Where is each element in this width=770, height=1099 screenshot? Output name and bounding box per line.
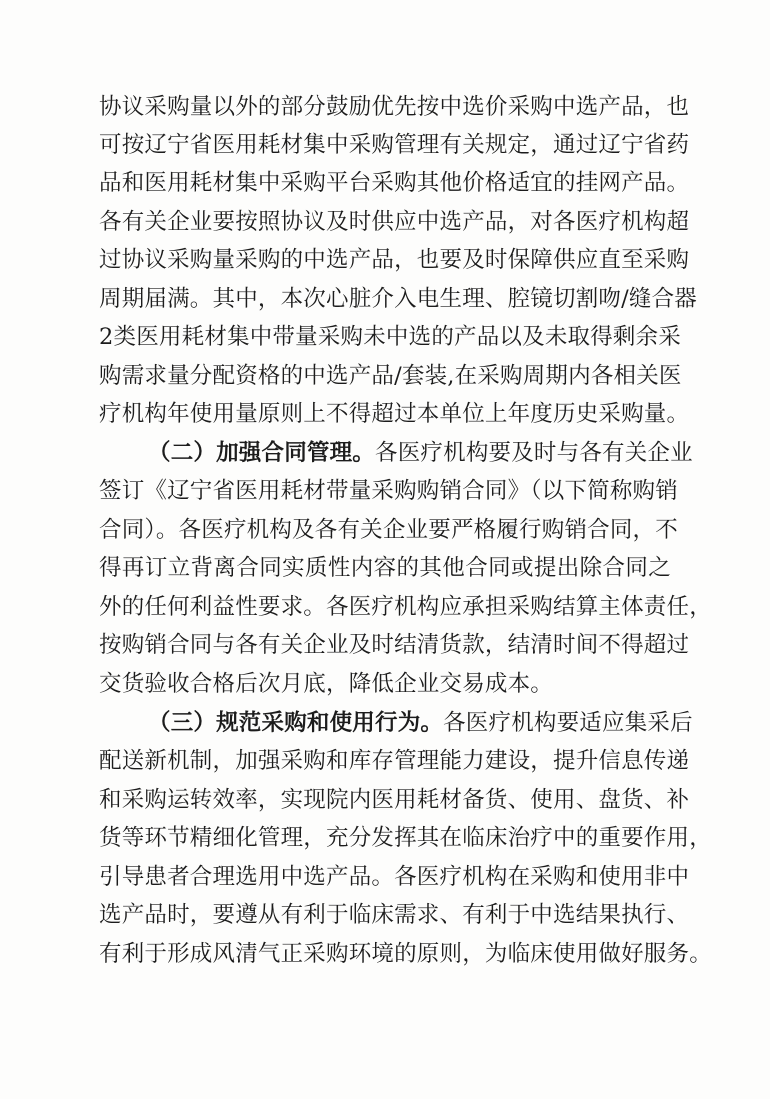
section2-line-4: 得再订立背离合同实质性内容的其他合同或提出除合同之 <box>99 555 671 581</box>
paragraph1-line-1: 协议采购量以外的部分鼓励优先按中选价采购中选产品，也 <box>99 94 690 120</box>
paragraph1-line-4: 各有关企业要按照协议及时供应中选产品，对各医疗机构超 <box>99 209 690 235</box>
section2-line-2: 签订《辽宁省医用耗材带量采购购销合同》（以下简称购销 <box>99 478 678 504</box>
section3-first-line-text: 各医疗机构要适应集采后 <box>443 710 693 736</box>
paragraph1-line-8: 购需求量分配资格的中选产品/套装,在采购周期内各相关医 <box>99 363 682 389</box>
paragraph1-line-2: 可按辽宁省医用耗材集中采购管理有关规定，通过辽宁省药 <box>99 132 690 158</box>
section2-line-7: 交货验收合格后次月底，降低企业交易成本。 <box>99 671 554 697</box>
section2-line-3: 合同）。各医疗机构及各有关企业要严格履行购销合同，不 <box>99 517 678 543</box>
paragraph1-line-9: 疗机构年使用量原则上不得超过本单位上年度历史采购量。 <box>99 401 690 427</box>
section2-line-6: 按购销合同与各有关企业及时结清货款，结清时间不得超过 <box>99 632 690 658</box>
paragraph1-line-5: 过协议采购量采购的中选产品，也要及时保障供应直至采购 <box>99 247 690 273</box>
section3-line-5: 引导患者合理选用中选产品。各医疗机构在采购和使用非中 <box>99 864 690 890</box>
section3-line-3: 和采购运转效率，实现院内医用耗材备货、使用、盘货、补 <box>99 787 690 813</box>
section2-heading: （二）加强合同管理。 <box>148 440 376 466</box>
paragraph1-line-7: 2类医用耗材集中带量采购未中选的产品以及未取得剩余采 <box>99 324 682 350</box>
section3-line-6: 选产品时，要遵从有利于临床需求、有利于中选结果执行、 <box>99 902 690 928</box>
section3-line-2: 配送新机制，加强采购和库存管理能力建设，提升信息传递 <box>99 748 690 774</box>
section3-line-7: 有利于形成风清气正采购环境的原则，为临床使用做好服务。 <box>99 941 712 967</box>
section3-line-4: 货等环节精细化管理，充分发挥其在临床治疗中的重要作用， <box>99 825 712 851</box>
section3-first-line <box>148 703 693 743</box>
section2-first-line <box>148 433 693 473</box>
section2-line-5: 外的任何利益性要求。各医疗机构应承担采购结算主体责任， <box>99 594 712 620</box>
paragraph1-line-6: 周期届满。其中，本次心脏介入电生理、腔镜切割吻/缝合器 <box>99 286 697 312</box>
section2-first-line-text: 各医疗机构要及时与各有关企业 <box>375 440 693 466</box>
section3-heading: （三）规范采购和使用行为。 <box>148 710 444 736</box>
paragraph1-line-3: 品和医用耗材集中采购平台采购其他价格适宜的挂网产品。 <box>99 170 690 196</box>
